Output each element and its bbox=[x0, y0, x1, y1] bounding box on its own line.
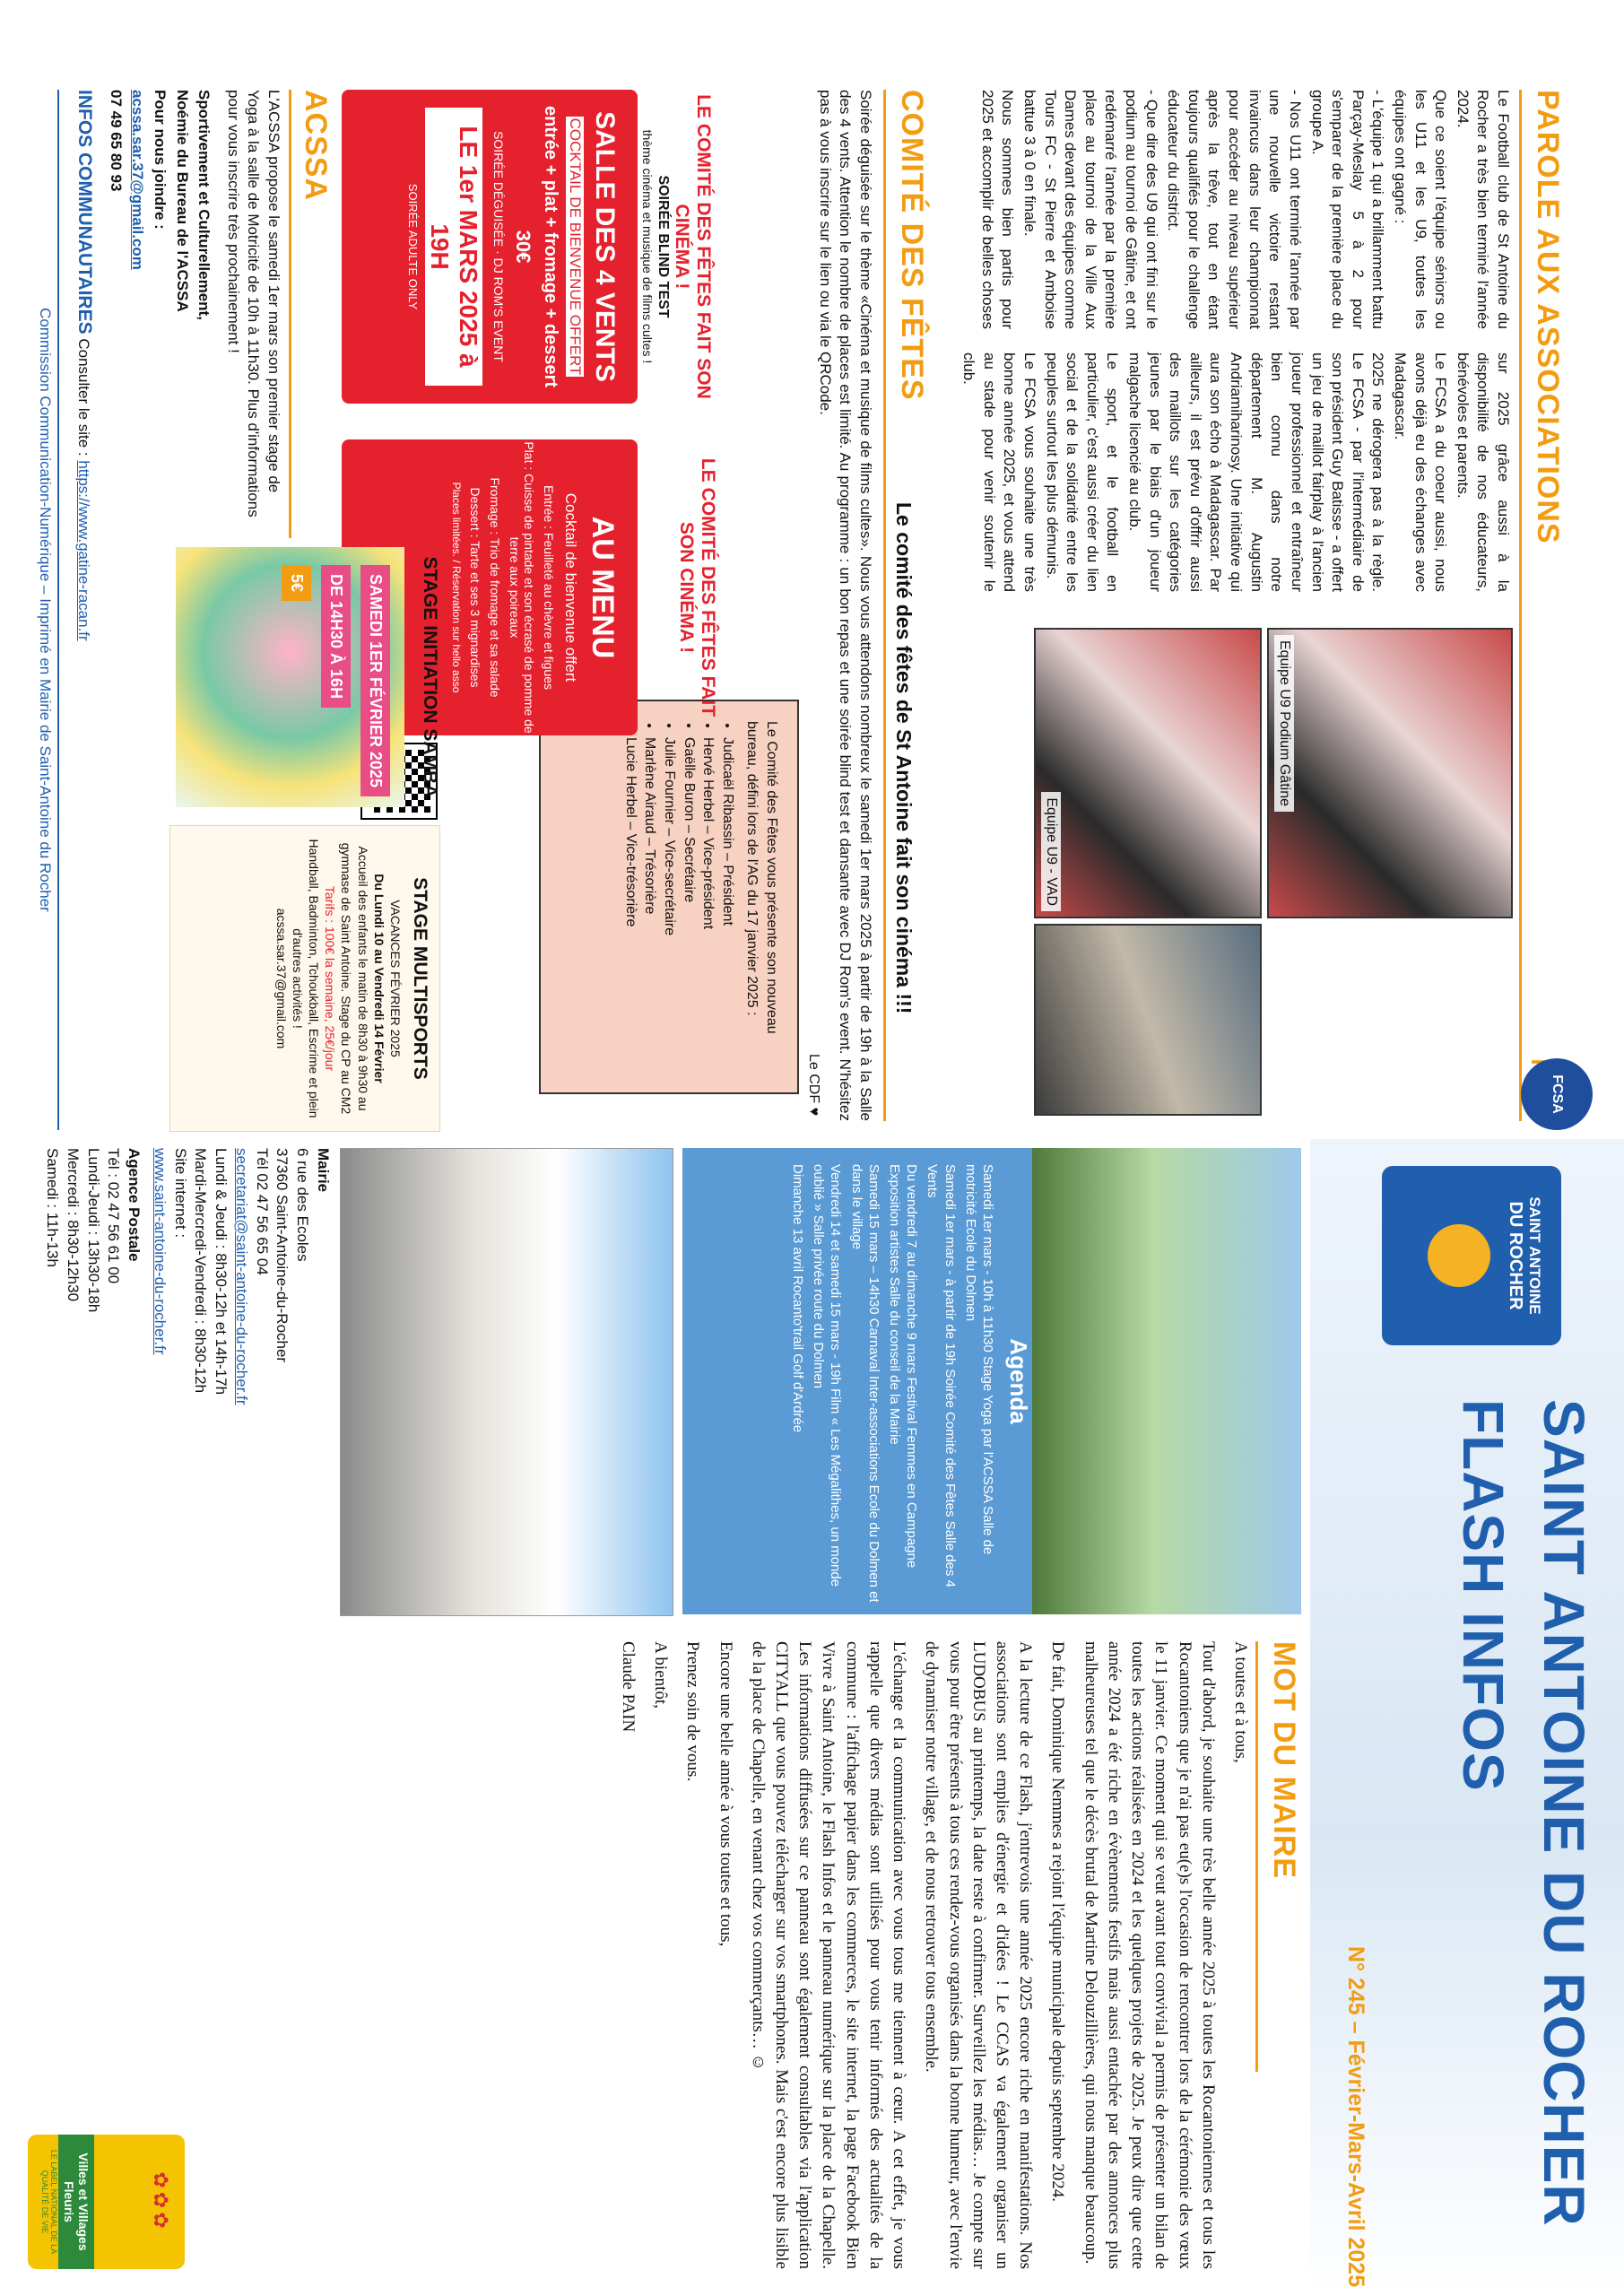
ticket1-date: LE 1er MARS 2025 à 19H bbox=[425, 108, 482, 386]
mairie-site-link[interactable]: www.saint-antoine-du-rocher.fr bbox=[151, 1148, 169, 1355]
footer-credit: Commission Communication-Numérique – Imprimé en Mairie de Saint-Antoine du Rocher bbox=[36, 90, 59, 1130]
mairie-contact bbox=[41, 1148, 333, 1614]
fcsa-article bbox=[939, 90, 1513, 592]
logo-line2: DU ROCHER bbox=[1506, 1201, 1525, 1310]
samba-flyer bbox=[171, 547, 440, 807]
multisports-email: acssa.sar.37@gmail.com bbox=[274, 908, 289, 1049]
samba-price: 5€ bbox=[282, 565, 311, 601]
acssa-contact-intro: Sportivement et Culturellement, bbox=[195, 90, 213, 320]
acssa-contact-name: Noémie du Bureau de l'ACSSA bbox=[173, 90, 191, 312]
mairie-line: Mairie bbox=[315, 1148, 332, 1193]
maire-paragraph: L'échange et la communication avec vous tous me tiennent à cœur. A cet effet, je vous rappelle que divers médias sont utilisés pour vous tenir informés des actualités de la commune : l'affichage papier dans les commerces, le site internet, la page Facebook Bien Vivre à Saint Antoine, le Flash Infos et le panneau numérique sur la place de la Chapelle. Les informations diffusées sur ce panneau sont également consultables via l'application CITYALL que vous pouvez télécharger sur vos smartphones. Mais c'est encore plus lisible de la place de Chapelle, en venant chez vos commerçants… ☺ bbox=[748, 1641, 909, 2269]
fcsa-paragraph: Le sport, et le football en particulier, c'est aussi créer du lien social et de la solidarité entre les peuples surtout les plus démunis. bbox=[1043, 352, 1122, 592]
acssa-title-text: ACSSA bbox=[299, 90, 333, 202]
ticket2-ribbon: LE COMITÉ DES FÊTES FAIT SON CINÉMA ! bbox=[676, 457, 718, 718]
agence-line: Mercredi : 8h30-12h30 bbox=[64, 1148, 82, 1302]
commune-logo bbox=[1382, 1166, 1561, 1345]
maire-title-text: MOT DU MAIRE bbox=[1267, 1641, 1301, 1880]
bureau-intro: Le Comité des Fêtes vous présente son nouveau bureau, défini lors de l'AG du 17 janvier 2025 : bbox=[744, 721, 779, 1034]
cdf-signature: Le CDF ♥ bbox=[806, 1054, 821, 1117]
acssa-email-link[interactable]: acssa.sar.37@gmail.com bbox=[129, 90, 147, 270]
multisports-title: STAGE MULTISPORTS bbox=[410, 877, 430, 1080]
agence-line: Samedi : 11h-13h bbox=[44, 1148, 62, 1267]
cdf-subtitle: Le comité des fêtes de St Antoine fait son cinéma !!! bbox=[892, 502, 916, 1014]
ticket1-blindtest: SOIRÉE BLIND TEST bbox=[656, 175, 671, 318]
fcsa-paragraph: Nous sommes bien partis pour 2025 et accomplir de belles choses sur 2025 grâce aussi à la disponibilité de nos éducateurs, bénévoles et parents. bbox=[978, 90, 1512, 592]
agenda-item: Samedi 1er mars - 10h à 11h30 Stage Yoga par l'ACSSA Salle de motricité Ecole du Dolmen bbox=[962, 1164, 995, 1555]
maire-paragraph: A bientôt, bbox=[651, 1641, 671, 1709]
associations-section-title bbox=[1519, 90, 1565, 1121]
mairie-line: 37360 Saint-Antoine-du-Rocher bbox=[274, 1148, 291, 1363]
ticket1-cocktail: COCKTAIL DE BIENVENUE OFFERT bbox=[567, 117, 584, 376]
multisports-flyer bbox=[169, 825, 440, 1132]
ticket2-entree: Entrée : Feuilleté au chèvre et figues bbox=[542, 484, 556, 691]
agenda-title: Agenda bbox=[1005, 1338, 1032, 1424]
cinema-ticket-salle bbox=[342, 90, 638, 404]
mairie-photo bbox=[340, 1148, 673, 1616]
cdf-article bbox=[812, 90, 875, 1121]
infos-label: INFOS COMMUNAUTAIRES bbox=[74, 90, 95, 335]
ticket2-cocktail: Cocktail de bienvenue offert bbox=[562, 492, 579, 683]
ticket1-menu: entrée + plat + fromage + dessert bbox=[541, 105, 560, 388]
bureau-list bbox=[621, 721, 737, 1073]
fcsa-paragraph: - Que dire des U9 qui ont fini sur le podium au tournoi de Gâtine, et ont redémarré l'année par la première place au tournoi de la Ville Aux Dames devant des équipes comme Tours FC - St Pierre et Amboise battue 3 à 0 en finale. bbox=[1020, 90, 1160, 329]
villes-sub: LE LABEL NATIONAL DE LA QUALITÉ DE VIE bbox=[40, 2149, 58, 2255]
agenda-item: Dimanche 13 avril Rocanto'trail Golf d'Ardrée bbox=[790, 1164, 806, 1433]
fcsa-logo: FCSA bbox=[1521, 1058, 1593, 1130]
maire-signature: Claude PAIN bbox=[618, 1641, 638, 1733]
fcsa-photos bbox=[1011, 628, 1513, 1130]
acssa-section-title bbox=[289, 90, 333, 538]
ticket2-places: Places limitées. / Réservation sur hello asso bbox=[450, 482, 463, 693]
mairie-hours: Lundi & Jeudi : 8h30-12h et 14h-17h bbox=[213, 1148, 230, 1396]
ticket1-adult: SOIRÉE ADULTE ONLY bbox=[406, 183, 420, 310]
ticket2-fromage: Fromage : Trio de fromage et sa salade bbox=[488, 477, 502, 698]
agenda-panel bbox=[682, 1148, 1301, 1614]
bureau-member: • Lucie Herbel – Vice-trésorière bbox=[621, 737, 640, 1073]
acssa-body-text: L'ACSSA propose le samedi 1er mars son premier stage de Yoga à la salle de Motricité de 10h à 11h30. Plus d'informations pour vous inscrire très prochainement ! bbox=[224, 90, 282, 517]
agence-line: Tél : 02 47 56 61 00 bbox=[105, 1148, 123, 1284]
bureau-member: • Gaëlle Buron – Secrétaire bbox=[679, 737, 699, 1073]
maire-paragraph: A toutes et à tous, bbox=[1231, 1641, 1250, 1763]
fcsa-paragraph: 2025 ne dérogera pas à la règle. Le FCSA - par l'intermédiaire de son président Guy Batisse - a offert un jeu de maillot fairplay à l'ancien joueur professionnel et entraîneur bien connu dans notre département M. Augustin Andriamiharinosy. Une initiative qui aura son écho à Madagascar. Par ailleurs, il est prévu d'offrir aussi des maillots sur les catégories jeunes par le biais d'un joueur malgache licencié au club. bbox=[1126, 352, 1387, 592]
agenda-item: Du vendredi 7 au dimanche 9 mars Festival Femmes en Campagne Exposition artistes Salle du conseil de la Mairie bbox=[887, 1164, 920, 1569]
agenda-item: Samedi 1er mars - à partir de 19h Soirée Comité des Fêtes Salle des 4 Vents bbox=[925, 1164, 958, 1587]
ticket1-theme: thème cinéma et musique de films cultes ! bbox=[640, 129, 655, 364]
logo-line1: SAINT ANTOINE bbox=[1526, 1196, 1543, 1315]
team-photo-gatine bbox=[1267, 628, 1513, 918]
village-photo bbox=[1032, 1148, 1301, 1614]
comite-bureau-box bbox=[539, 700, 799, 1094]
fcsa-paragraph: - Nos U11 ont terminé l'année par une nouvelle victoire restant invaincus dans leur championnat pour accéder au niveau supérieur après la trêve, tout en étant toujours qualifiés pour le challenge éducateur du district. bbox=[1165, 90, 1304, 329]
masthead-title: SAINT ANTOINE DU ROCHER bbox=[1532, 1399, 1596, 2227]
team-photo-vad bbox=[1034, 628, 1262, 918]
issue-number: N° 245 – Février-Mars-Avril 2025 bbox=[1343, 1946, 1368, 2288]
ticket1-title: SALLE DES 4 VENTS bbox=[590, 111, 620, 382]
flower-icon: ✿✿✿ bbox=[150, 2171, 172, 2232]
fcsa-paragraph: Le Football club de St Antoine du Rocher a très bien terminé l'année 2024. bbox=[1454, 90, 1512, 329]
villes-fleuries-logo bbox=[28, 2135, 185, 2269]
maire-paragraph: De fait, Dominique Nemmes a rejoint l'équipe municipale depuis septembre 2024. bbox=[1048, 1641, 1068, 2202]
agence-line: Lundi-Jeudi : 13h30-18h bbox=[84, 1148, 102, 1313]
photo-caption: Equipe U9 Podium Gâtine bbox=[1274, 635, 1294, 812]
infos-communautaires bbox=[74, 90, 95, 1130]
agenda-item: Vendredi 14 et samedi 15 mars - 19h Film « Les Mégalithes, un monde oublié » Salle privée route du Dolmen bbox=[811, 1164, 844, 1587]
acssa-phone: 07 49 65 80 93 bbox=[107, 90, 125, 192]
bureau-member: • Julie Fournier – Vice-secrétaire bbox=[659, 737, 679, 1073]
maire-paragraph: Tout d'abord, je souhaite une très belle année 2025 à toutes les Rocantoniennes et tous les Rocantoniens que je n'ai pas eu(e)s l'occasion de rencontrer lors de la cérémonie des vœux le 11 janvier. Ce moment qui se veut avant tout convivial a permis de présenter un bilan de toutes les actions réalisées en 2024 et les quelques projets de 2025. Je peux dire que cette année 2024 a été riche en évènements festifs mais aussi entachée par des annonces plus malheureuses tel que le décès brutal de Martine Delouzillières, qui nous manque beaucoup. bbox=[1081, 1641, 1218, 2269]
infos-link[interactable]: https://www.gatine-racan.fr bbox=[75, 460, 92, 641]
ticket2-title: AU MENU bbox=[586, 516, 620, 659]
fcsa-paragraph: - L'équipe 1 qui a brillamment battu Parçay-Meslay 5 à 2 pour s'emparer de la première place du groupe A. bbox=[1308, 90, 1387, 329]
mairie-email-link[interactable]: secretariat@saint-antoine-du-rocher.fr bbox=[232, 1148, 250, 1405]
cdf-body-text: Soirée déguisée sur le thème «Cinéma et musique de films cultes». Nous vous attendons nombreux le samedi 1er mars 2025 à partir de 19h à la Salle des 4 vents. Attention le nombre de places est limité. Au programme : un bon repas et une soirée blind test et dansante avec DJ Rom's event. N'hésitez pas à vous inscrire sur le lien ou via le QRCode. bbox=[816, 90, 874, 1121]
multisports-info: Accueil des enfants le matin de 8h30 à 9h30 au gymnase de Saint Antoine. Stage du CP au CM2 bbox=[339, 842, 370, 1115]
bureau-member: • Marlène Airaud – Trésorière bbox=[640, 737, 660, 1073]
coach-photo bbox=[1034, 924, 1262, 1116]
fcsa-paragraph: Que ce soient l'équipe séniors ou les U11 et les U9, toutes les équipes ont gagné : bbox=[1391, 90, 1450, 329]
multisports-sports: Handball, Badminton, Tchoukball, Escrime et plein d'autres activités ! bbox=[290, 839, 322, 1118]
associations-title-text: PAROLE AUX ASSOCIATIONS bbox=[1531, 90, 1565, 544]
agenda-item: Samedi 15 mars – 14h30 Carnaval Inter-associations Ecole du Dolmen et dans le village bbox=[848, 1164, 881, 1603]
sun-icon bbox=[1428, 1224, 1490, 1287]
multisports-sub: VACANCES FÉVRIER 2025 bbox=[388, 900, 403, 1057]
acssa-contact-join: Pour nous joindre : bbox=[151, 90, 169, 230]
bureau-member: • Hervé Herbel – Vice-président bbox=[699, 737, 718, 1073]
agenda-list bbox=[786, 1164, 996, 1604]
ticket1-price: 30€ bbox=[512, 230, 534, 264]
fcsa-paragraph: Le FCSA vous souhaite une très bonne année 2025, et vous attend au stade pour venir soutenir le club. bbox=[960, 352, 1038, 592]
maire-paragraph: A la lecture de ce Flash, j'entrevois une année 2025 encore riche en manifestations. Nos associations sont emplies d'énergie et d'idées ! Le CCAS va également organiser un LUDOBUS au printemps, la date reste à confirmer. Surveillez les médias… Je compte sur vous pour être présents à tous ces rendez-vous organisés dans la bonne humeur, avec l'envie de dynamiser notre village, et de nous retrouver tous ensemble. bbox=[922, 1641, 1036, 2269]
ticket2-dessert: Dessert : Tarte et ses 3 mignardises bbox=[468, 487, 482, 688]
ticket1-ribbon bbox=[640, 90, 714, 404]
agence-title: Agence Postale bbox=[126, 1148, 143, 1262]
maire-article bbox=[445, 1641, 1252, 2269]
multisports-details bbox=[274, 826, 404, 1131]
mairie-line: Tél 02 47 56 65 04 bbox=[253, 1148, 271, 1275]
bureau-member: • Judicaël Ribassin – Président bbox=[717, 737, 737, 1073]
maire-paragraph: Encore une belle année à vous toutes et tous, bbox=[716, 1641, 735, 1947]
ticket1-ribbon-text: LE COMITÉ DES FÊTES FAIT SON CINÉMA ! bbox=[672, 94, 714, 399]
multisports-tarifs: Tarifs : 100€ la semaine, 25€/jour bbox=[323, 885, 338, 1072]
photo-caption: Equipe U9 - VAD bbox=[1041, 792, 1061, 911]
villes-name: Villes et Villages Fleuris bbox=[58, 2135, 94, 2269]
ticket1-extra: SOIRÉE DÉGUISÉE · DJ ROM'S EVENT bbox=[491, 131, 506, 362]
mairie-site-label: Site internet : bbox=[171, 1148, 189, 1239]
mairie-line: 6 rue des Ecoles bbox=[294, 1148, 312, 1262]
acssa-article bbox=[103, 90, 283, 520]
mairie-hours: Mardi-Mercredi-Vendredi : 8h30-12h bbox=[192, 1148, 210, 1394]
ticket2-plat: Plat : Cuisse de pintade et son écrasé de pomme de terre aux poireaux bbox=[508, 441, 536, 734]
maire-section-title bbox=[1255, 1641, 1301, 2072]
fcsa-paragraph: Le FCSA a du coeur aussi, nous avons déjà eu des échanges avec Madagascar. bbox=[1391, 352, 1450, 592]
masthead-subtitle: FLASH INFOS bbox=[1451, 1399, 1515, 1792]
samba-time: DE 14H30 À 16H bbox=[321, 565, 351, 708]
samba-poster bbox=[176, 547, 404, 807]
infos-text: Consulter le site : bbox=[75, 338, 92, 457]
maire-paragraph: Prenez soin de vous. bbox=[683, 1641, 703, 1782]
cdf-title-text: COMITÉ DES FÊTES bbox=[895, 90, 929, 401]
multisports-dates: Du Lundi 10 au Vendredi 14 Février bbox=[371, 874, 386, 1083]
samba-date: SAMEDI 1ER FÉVRIER 2025 bbox=[360, 565, 390, 796]
samba-title: STAGE INITIATION SAMBA bbox=[420, 556, 440, 798]
